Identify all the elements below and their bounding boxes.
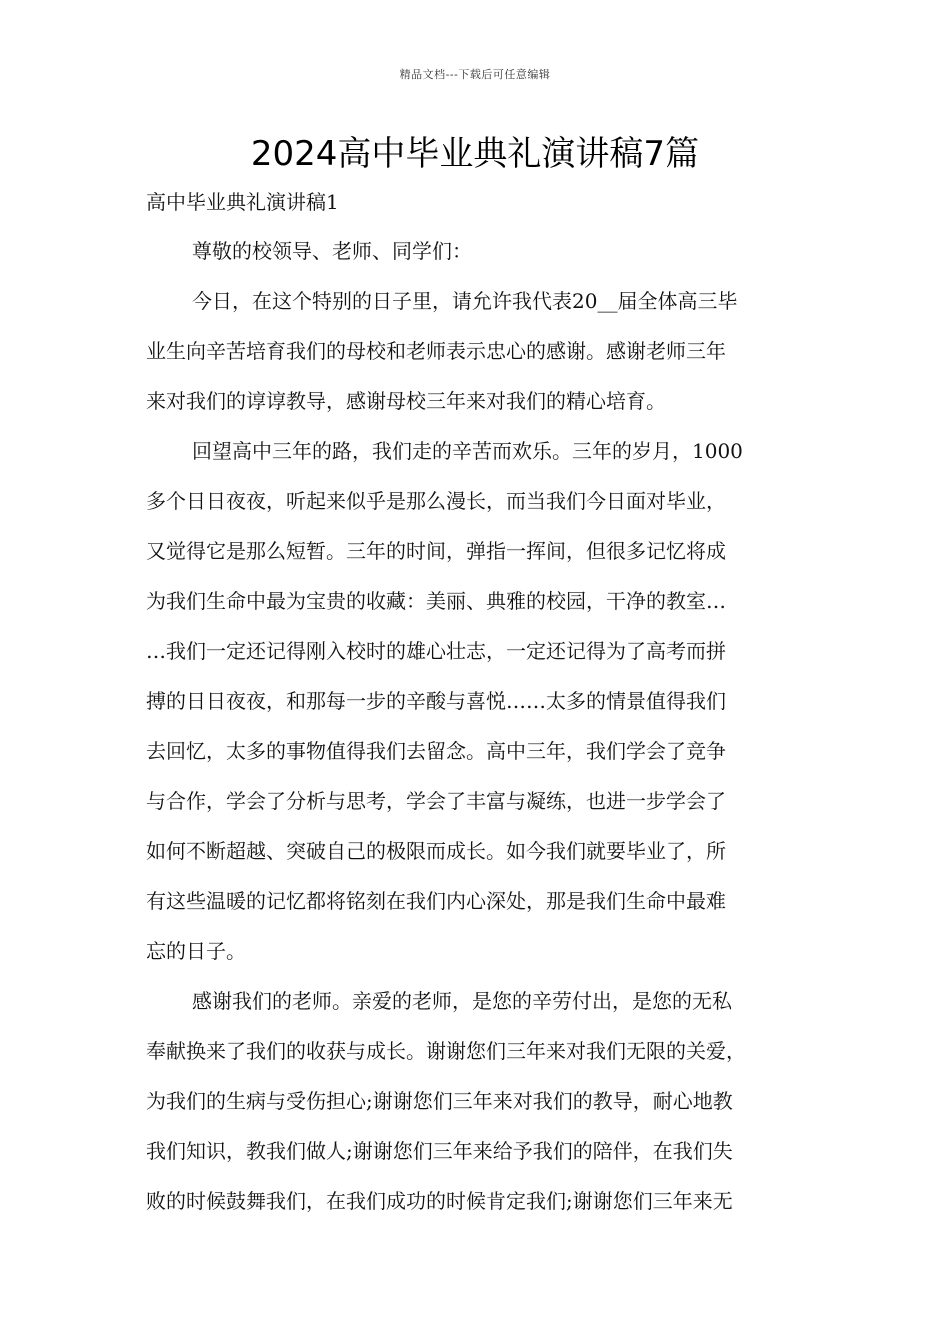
paragraph-line: 多个日日夜夜，听起来似乎是那么漫长，而当我们今日面对毕业， xyxy=(146,489,726,513)
paragraph-line: 今日，在这个特别的日子里，请允许我代表20__届全体高三毕 xyxy=(192,289,738,313)
salutation-line: 尊敬的校领导、老师、同学们： xyxy=(192,239,472,263)
paragraph-line: …我们一定还记得刚入校时的雄心壮志，一定还记得为了高考而拼 xyxy=(146,639,726,663)
paragraph-line: 回望高中三年的路，我们走的辛苦而欢乐。三年的岁月，1000 xyxy=(192,439,743,463)
paragraph-line: 败的时候鼓舞我们，在我们成功的时候肯定我们;谢谢您们三年来无 xyxy=(146,1189,733,1213)
paragraph-line: 去回忆，太多的事物值得我们去留念。高中三年，我们学会了竞争 xyxy=(146,739,726,763)
section-subtitle: 高中毕业典礼演讲稿1 xyxy=(146,190,339,214)
paragraph-line: 感谢我们的老师。亲爱的老师，是您的辛劳付出，是您的无私 xyxy=(192,989,732,1013)
paragraph-line: 我们知识，教我们做人;谢谢您们三年来给予我们的陪伴，在我们失 xyxy=(146,1139,733,1163)
paragraph-line: 有这些温暖的记忆都将铭刻在我们内心深处，那是我们生命中最难 xyxy=(146,889,726,913)
paragraph-line: 又觉得它是那么短暂。三年的时间，弹指一挥间，但很多记忆将成 xyxy=(146,539,726,563)
paragraph-line: 业生向辛苦培育我们的母校和老师表示忠心的感谢。感谢老师三年 xyxy=(146,339,726,363)
paragraph-line: 为我们生命中最为宝贵的收藏：美丽、典雅的校园，干净的教室… xyxy=(146,589,726,613)
paragraph-line: 如何不断超越、突破自己的极限而成长。如今我们就要毕业了，所 xyxy=(146,839,726,863)
document-title: 2024高中毕业典礼演讲稿7篇 xyxy=(250,134,700,174)
paragraph-line: 来对我们的谆谆教导，感谢母校三年来对我们的精心培育。 xyxy=(146,389,666,413)
paragraph-line: 为我们的生病与受伤担心;谢谢您们三年来对我们的教导，耐心地教 xyxy=(146,1089,733,1113)
paragraph-line: 奉献换来了我们的收获与成长。谢谢您们三年来对我们无限的关爱， xyxy=(146,1039,746,1063)
header-note: 精品文档---下载后可任意编辑 xyxy=(399,68,551,81)
paragraph-line: 搏的日日夜夜，和那每一步的辛酸与喜悦……太多的情景值得我们 xyxy=(146,689,726,713)
body-text xyxy=(146,226,816,1226)
paragraph-line: 忘的日子。 xyxy=(146,939,246,963)
paragraph-line: 与合作，学会了分析与思考，学会了丰富与凝练，也进一步学会了 xyxy=(146,789,726,813)
